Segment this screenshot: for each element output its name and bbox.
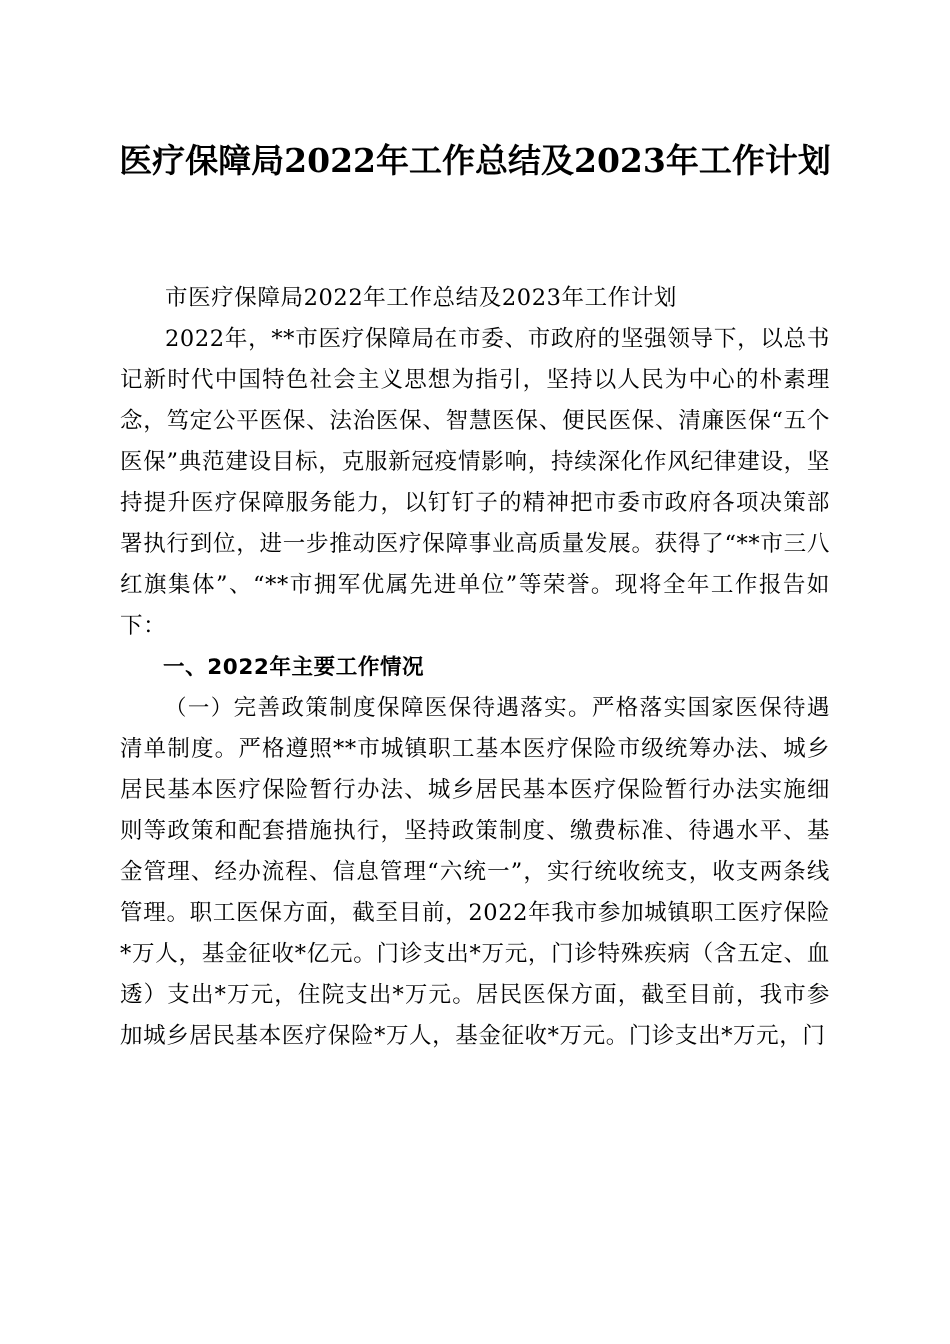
section-heading: 一、2022年主要工作情况	[163, 655, 425, 680]
document-body	[120, 278, 830, 1057]
section1-paragraph	[120, 688, 830, 1057]
paragraph-number: （一）	[165, 696, 234, 721]
paragraph-text: 完善政策制度保障医保待遇落实。严格落实国家医保待遇清单制度。严格遵照**市城镇职工基本医疗保险市级统筹办法、城乡居民基本医疗保险暂行办法、城乡居民基本医疗保险暂行办法实施细则等政策和配套措施执行，坚持政策制度、缴费标准、待遇水平、基金管理、经办流程、信息管理“六统一”，实行统收统支，收支两条线管理。职工医保方面，截至目前，2022年我市参加城镇职工医疗保险*万人，基金征收*亿元。门诊支出*万元，门诊特殊疾病（含五定、血透）支出*万元，住院支出*万元。居民医保方面，截至目前，我市参加城乡居民基本医疗保险*万人，基金征收*万元。门诊支出*万元，门	[120, 695, 830, 1049]
subtitle-paragraph: 市医疗保障局2022年工作总结及2023年工作计划	[165, 285, 678, 311]
document-title: 医疗保障局2022年工作总结及2023年工作计划	[119, 141, 831, 180]
intro-paragraph: 2022年，**市医疗保障局在市委、市政府的坚强领导下，以总书记新时代中国特色社会主义思想为指引，坚持以人民为中心的朴素理念，笃定公平医保、法治医保、智慧医保、便民医保、清廉医保“五个医保”典范建设目标，克服新冠疫情影响，持续深化作风纪律建设，坚持提升医疗保障服务能力，以钉钉子的精神把市委市政府各项决策部署执行到位，进一步推动医疗保障事业高质量发展。获得了“**市三八红旗集体”、“**市拥军优属先进单位”等荣誉。现将全年工作报告如下：	[120, 326, 830, 639]
